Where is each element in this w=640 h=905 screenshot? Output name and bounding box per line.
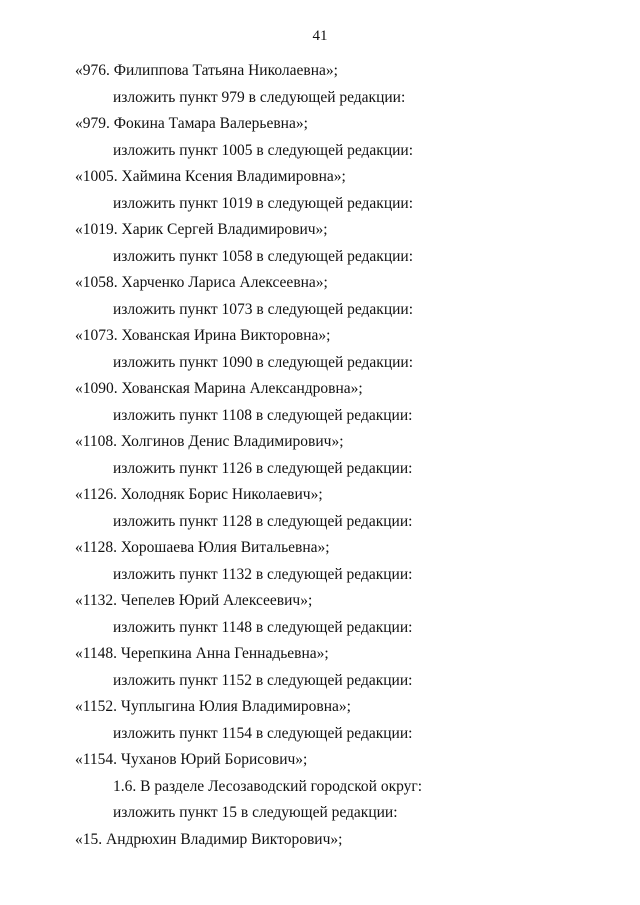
list-entry: «1126. Холодняк Борис Николаевич»; [75,486,323,503]
list-entry: «1154. Чуханов Юрий Борисович»; [75,751,308,768]
document-body [0,58,640,853]
list-entry: «1128. Хорошаева Юлия Витальевна»; [75,539,330,556]
list-entry: «979. Фокина Тамара Валерьевна»; [75,115,308,132]
list-entry: «15. Андрюхин Владимир Викторович»; [75,830,343,848]
list-entry: «1148. Черепкина Анна Геннадьевна»; [75,645,329,662]
instruction-line: изложить пункт 1090 в следующей редакции: [113,353,414,371]
list-entry: «1019. Харик Сергей Владимирович»; [75,221,328,238]
list-entry: «976. Филиппова Татьяна Николаевна»; [75,62,338,79]
list-entry: «1132. Чепелев Юрий Алексеевич»; [75,592,313,609]
instruction-line: изложить пункт 1108 в следующей редакции: [113,406,413,424]
list-entry: «1108. Холгинов Денис Владимирович»; [75,433,344,450]
instruction-line: изложить пункт 1005 в следующей редакции: [113,141,414,159]
instruction-line: изложить пункт 1152 в следующей редакции: [113,671,413,689]
instruction-line: изложить пункт 15 в следующей редакции: [113,804,398,821]
instruction-line: изложить пункт 1019 в следующей редакции: [113,194,414,212]
list-entry: «1152. Чуплыгина Юлия Владимировна»; [75,698,351,715]
section-heading: 1.6. В разделе Лесозаводский городской округ: [113,777,423,795]
list-entry: «1005. Хаймина Ксения Владимировна»; [75,168,346,185]
instruction-line: изложить пункт 1058 в следующей редакции: [113,247,414,265]
instruction-line: изложить пункт 1132 в следующей редакции: [113,565,413,583]
instruction-line: изложить пункт 1154 в следующей редакции: [113,724,413,742]
instruction-line: изложить пункт 1128 в следующей редакции: [113,512,413,530]
instruction-line: изложить пункт 1148 в следующей редакции: [113,618,413,636]
instruction-line: изложить пункт 979 в следующей редакции: [113,88,406,106]
instruction-line: изложить пункт 1073 в следующей редакции: [113,300,414,318]
list-entry: «1058. Харченко Лариса Алексеевна»; [75,274,328,291]
list-entry: «1090. Хованская Марина Александровна»; [75,380,363,397]
instruction-line: изложить пункт 1126 в следующей редакции: [113,459,413,477]
list-entry: «1073. Хованская Ирина Викторовна»; [75,327,331,344]
page-number: 41 [312,28,328,44]
